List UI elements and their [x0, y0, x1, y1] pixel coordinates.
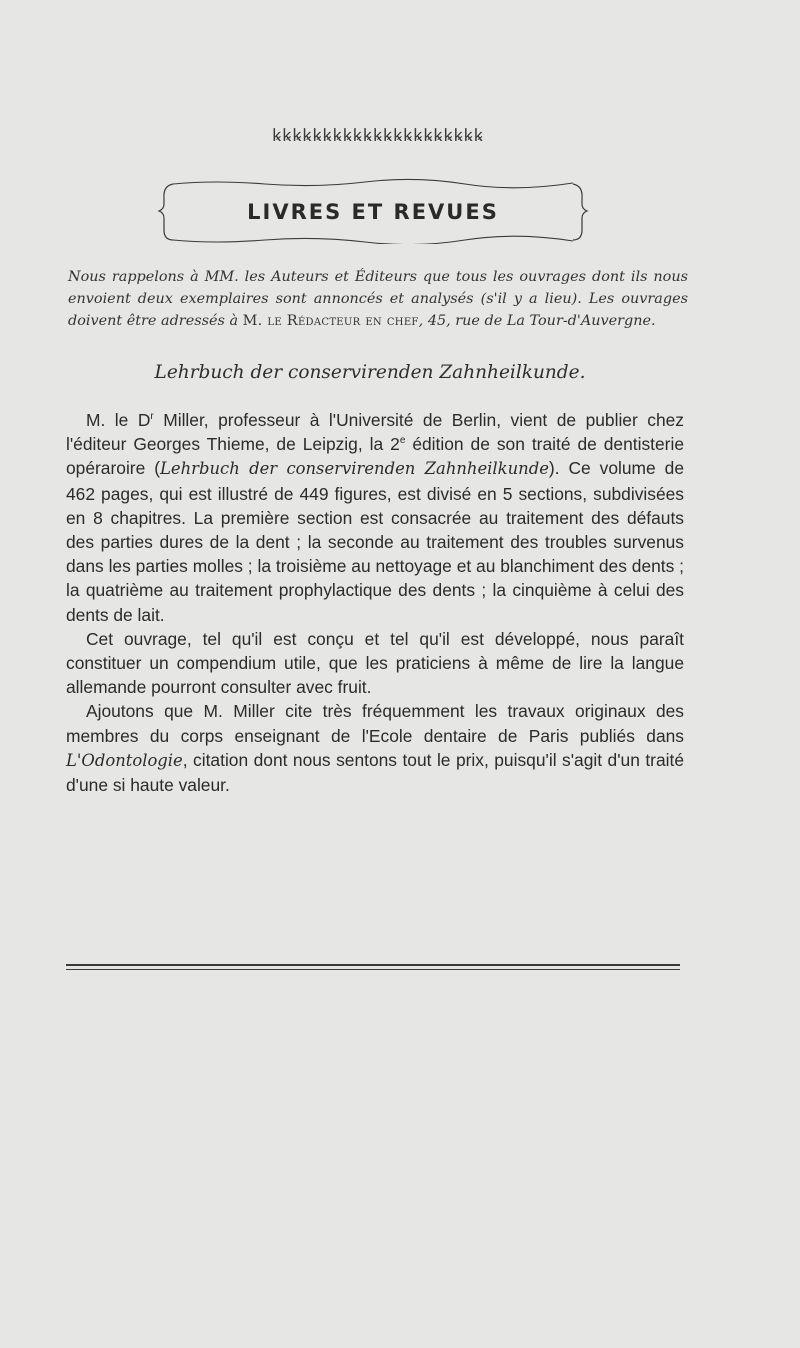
notice-address: , 45, rue de La Tour-d'Auvergne. — [418, 313, 656, 329]
p1-text-a: M. le D — [86, 410, 151, 430]
p1-sup-1: r — [150, 411, 154, 423]
p1-text-c: édition de son traité de dentisterie opéraroire ( — [66, 434, 684, 479]
notice-text: Nous rappelons à MM. les Auteurs et Éditeurs que tous les ouvrages dont ils nous envoient deux exemplaires sont annoncés et analysés (s'il y a lieu). Les ouvrages doivent être adressés à — [68, 269, 688, 329]
p1-sup-2: e — [399, 435, 406, 447]
book-title: Lehrbuch der conservirenden Zahnheilkunde. — [154, 362, 586, 383]
review-body — [66, 408, 684, 797]
p3-journal-title: L'Odontologie — [66, 750, 183, 770]
paragraph-3 — [66, 699, 684, 797]
paragraph-1 — [66, 408, 684, 627]
notice-recipient: M. le Rédacteur en chef — [242, 313, 419, 329]
p3-text-a: Ajoutons que M. Miller cite très fréquemment les travaux originaux des membres du corps enseignant de l'Ecole dentaire de Paris publiés dans — [66, 701, 684, 746]
ornamental-border: ꝃꝃꝃꝃꝃꝃꝃꝃꝃꝃꝃꝃꝃꝃꝃꝃꝃꝃꝃꝃꝃ — [272, 126, 484, 146]
p1-text-d: ). Ce volume de 462 pages, qui est illustré de 449 figures, est divisé en 5 sections, subdivisées en 8 chapitres. La première section est consacrée au traitement des défauts des parties dures de la dent ; la seconde au traitement des troubles survenus dans les parties molles ; la troisième au nettoyage et au blanchiment des dents ; la quatrième au traitement prophylactique des dents ; la cinquième à celui des dents de lait. — [66, 458, 684, 625]
bottom-rule-thick — [66, 964, 680, 966]
bottom-rule-thin — [66, 969, 680, 970]
section-title: LIVRES ET REVUES — [247, 200, 499, 224]
paragraph-2: Cet ouvrage, tel qu'il est conçu et tel qu'il est développé, nous paraît constituer un compendium utile, que les praticiens à même de lire la langue allemande pourront consulter avec fruit. — [66, 628, 684, 698]
p3-text-b: , citation dont nous sentons tout le prix, puisqu'il s'agit d'un traité d'une si haute valeur. — [66, 749, 684, 796]
section-title-frame — [155, 178, 591, 244]
p1-book-title: Lehrbuch der conservirenden Zahnheilkunde — [160, 459, 549, 479]
p1-text-b: Miller, professeur à l'Université de Berlin, vient de publier chez l'éditeur Georges Thieme, de Leipzig, la 2 — [66, 410, 684, 455]
editorial-notice — [68, 266, 688, 332]
